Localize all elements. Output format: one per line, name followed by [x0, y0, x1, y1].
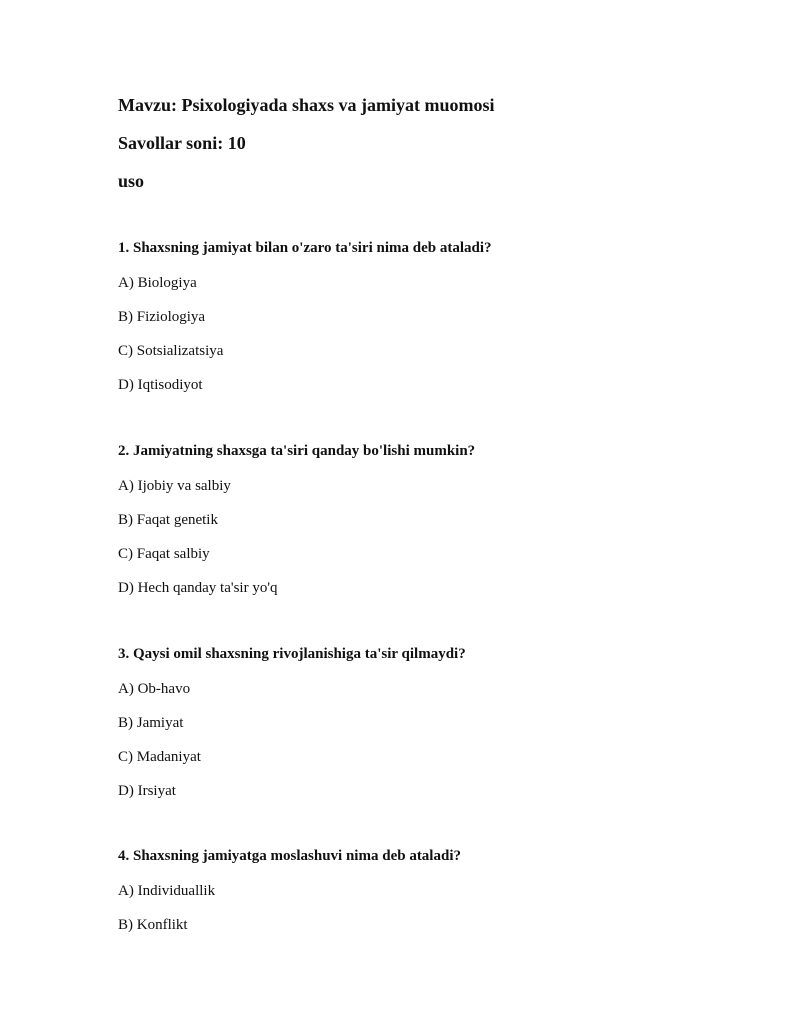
answer-option-a: A) Ob-havo [118, 681, 191, 697]
answer-option-c: C) Madaniyat [118, 749, 201, 765]
answer-option-c: C) Faqat salbiy [118, 546, 210, 562]
question-block-1 [118, 238, 758, 395]
header-label: uso [118, 171, 145, 191]
answer-option-b: B) Jamiyat [118, 715, 184, 731]
answer-option-d: D) Hech qanday ta'sir yo'q [118, 580, 278, 596]
question-block-2 [118, 441, 758, 598]
answer-option-b: B) Faqat genetik [118, 512, 218, 528]
answer-option-a: A) Ijobiy va salbiy [118, 478, 231, 494]
answer-option-b: B) Konflikt [118, 917, 188, 933]
question-text: 3. Qaysi omil shaxsning rivojlanishiga ta'sir qilmaydi? [118, 646, 466, 662]
question-block-3 [118, 644, 758, 801]
answer-option-d: D) Irsiyat [118, 783, 176, 799]
question-block-4 [118, 846, 758, 935]
answer-option-a: A) Biologiya [118, 275, 197, 291]
answer-option-c: C) Sotsializatsiya [118, 343, 224, 359]
question-text: 4. Shaxsning jamiyatga moslashuvi nima deb ataladi? [118, 848, 461, 864]
topic-heading: Mavzu: Psixologiyada shaxs va jamiyat muomosi [118, 95, 495, 115]
question-text: 1. Shaxsning jamiyat bilan o'zaro ta'siri nima deb ataladi? [118, 240, 492, 256]
question-text: 2. Jamiyatning shaxsga ta'siri qanday bo'lishi mumkin? [118, 443, 476, 459]
answer-option-b: B) Fiziologiya [118, 309, 206, 325]
answer-option-d: D) Iqtisodiyot [118, 377, 203, 393]
answer-option-a: A) Individuallik [118, 883, 216, 899]
question-count: Savollar soni: 10 [118, 133, 246, 153]
